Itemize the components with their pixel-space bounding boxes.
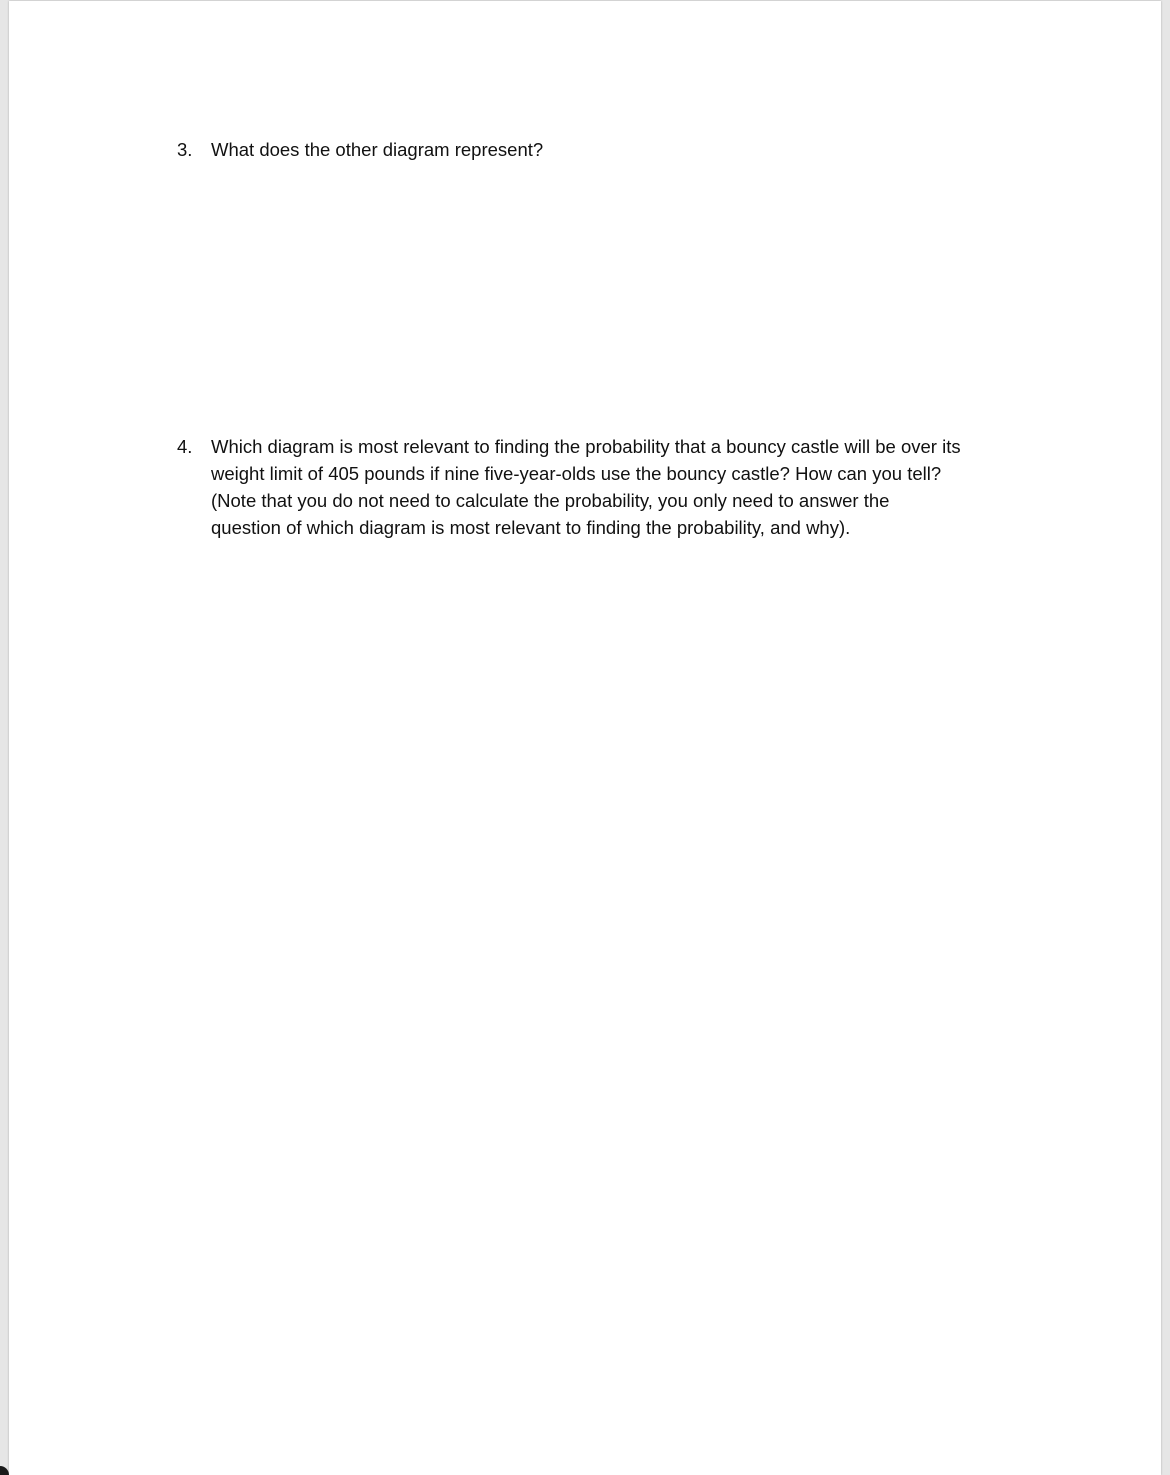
question-text-line: What does the other diagram represent? [211,139,544,160]
question-text-line: Which diagram is most relevant to finding the probability that a bouncy castle will be over its [211,436,961,457]
question-text [211,136,1037,163]
window-corner [0,1466,9,1475]
question-text [211,433,1037,541]
question-text-line: (Note that you do not need to calculate the probability, you only need to answer the [211,490,890,511]
question-number: 3. [177,139,193,160]
question-text-line: question of which diagram is most relevant to finding the probability, and why). [211,517,851,538]
question-4 [177,433,1037,541]
question-number: 4. [177,436,193,457]
question-text-line: weight limit of 405 pounds if nine five-year-olds use the bouncy castle? How can you tell? [211,463,942,484]
question-3 [177,136,1037,163]
document-page [9,1,1161,1475]
